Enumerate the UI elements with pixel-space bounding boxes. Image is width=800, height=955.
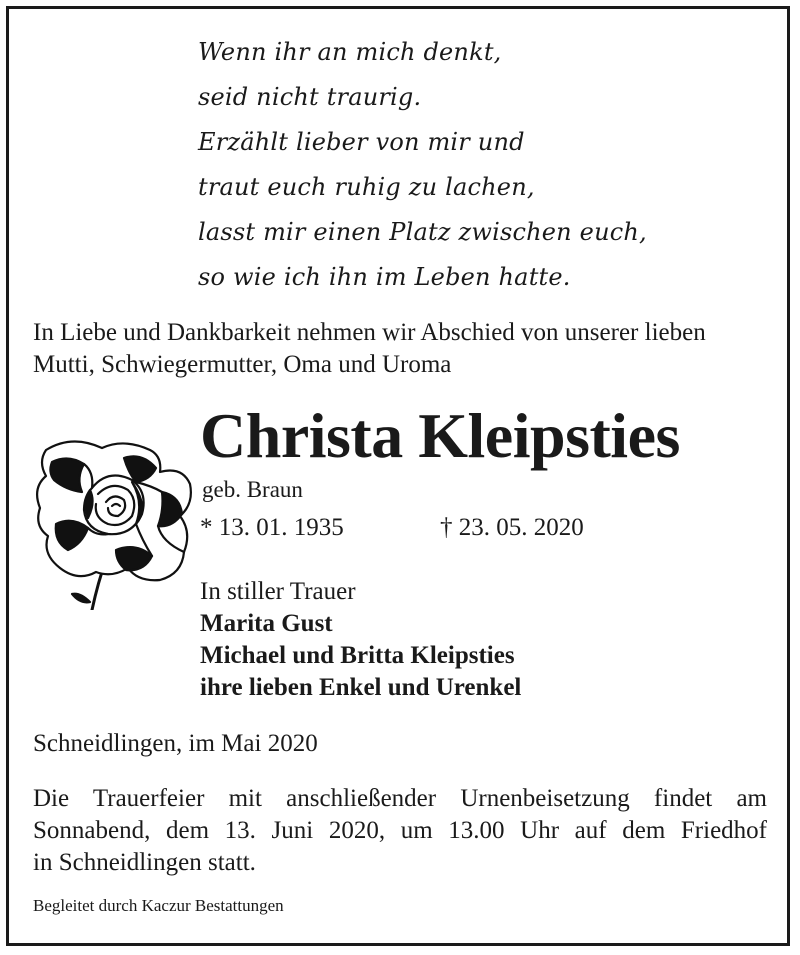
poem bbox=[198, 30, 647, 300]
rose-icon bbox=[32, 432, 194, 610]
poem-line: Erzählt lieber von mir und bbox=[198, 128, 525, 156]
ceremony-line: Sonnabend, dem 13. Juni 2020, um 13.00 Uhr auf dem Friedhof bbox=[33, 817, 767, 844]
ceremony-line: in Schneidlingen statt. bbox=[33, 849, 256, 876]
poem-line: Wenn ihr an mich denkt, bbox=[198, 38, 502, 66]
poem-line: seid nicht traurig. bbox=[198, 83, 422, 111]
deceased-name: Christa Kleipsties bbox=[200, 400, 680, 471]
death-date: † 23. 05. 2020 bbox=[440, 514, 584, 541]
intro-line: In Liebe und Dankbarkeit nehmen wir Abschied von unserer lieben bbox=[33, 319, 706, 346]
poem-line: lasst mir einen Platz zwischen euch, bbox=[198, 218, 647, 246]
mourners-block bbox=[200, 576, 521, 704]
poem-line: so wie ich ihn im Leben hatte. bbox=[198, 263, 571, 291]
birth-date: * 13. 01. 1935 bbox=[200, 514, 344, 541]
birth-name: geb. Braun bbox=[202, 477, 303, 502]
ceremony-line: Die Trauerfeier mit anschließender Urnenbeisetzung findet am bbox=[33, 785, 767, 812]
undertaker-credit: Begleitet durch Kaczur Bestattungen bbox=[33, 896, 284, 915]
place-date: Schneidlingen, im Mai 2020 bbox=[33, 730, 318, 757]
poem-line: traut euch ruhig zu lachen, bbox=[198, 173, 535, 201]
intro-line: Mutti, Schwiegermutter, Oma und Uroma bbox=[33, 351, 452, 378]
mourners-heading: In stiller Trauer bbox=[200, 578, 356, 605]
mourner-name: ihre lieben Enkel und Urenkel bbox=[200, 674, 522, 701]
mourner-name: Marita Gust bbox=[200, 610, 333, 637]
ceremony-info bbox=[33, 783, 767, 879]
mourner-name: Michael und Britta Kleipsties bbox=[200, 642, 515, 669]
intro-text bbox=[33, 317, 773, 381]
